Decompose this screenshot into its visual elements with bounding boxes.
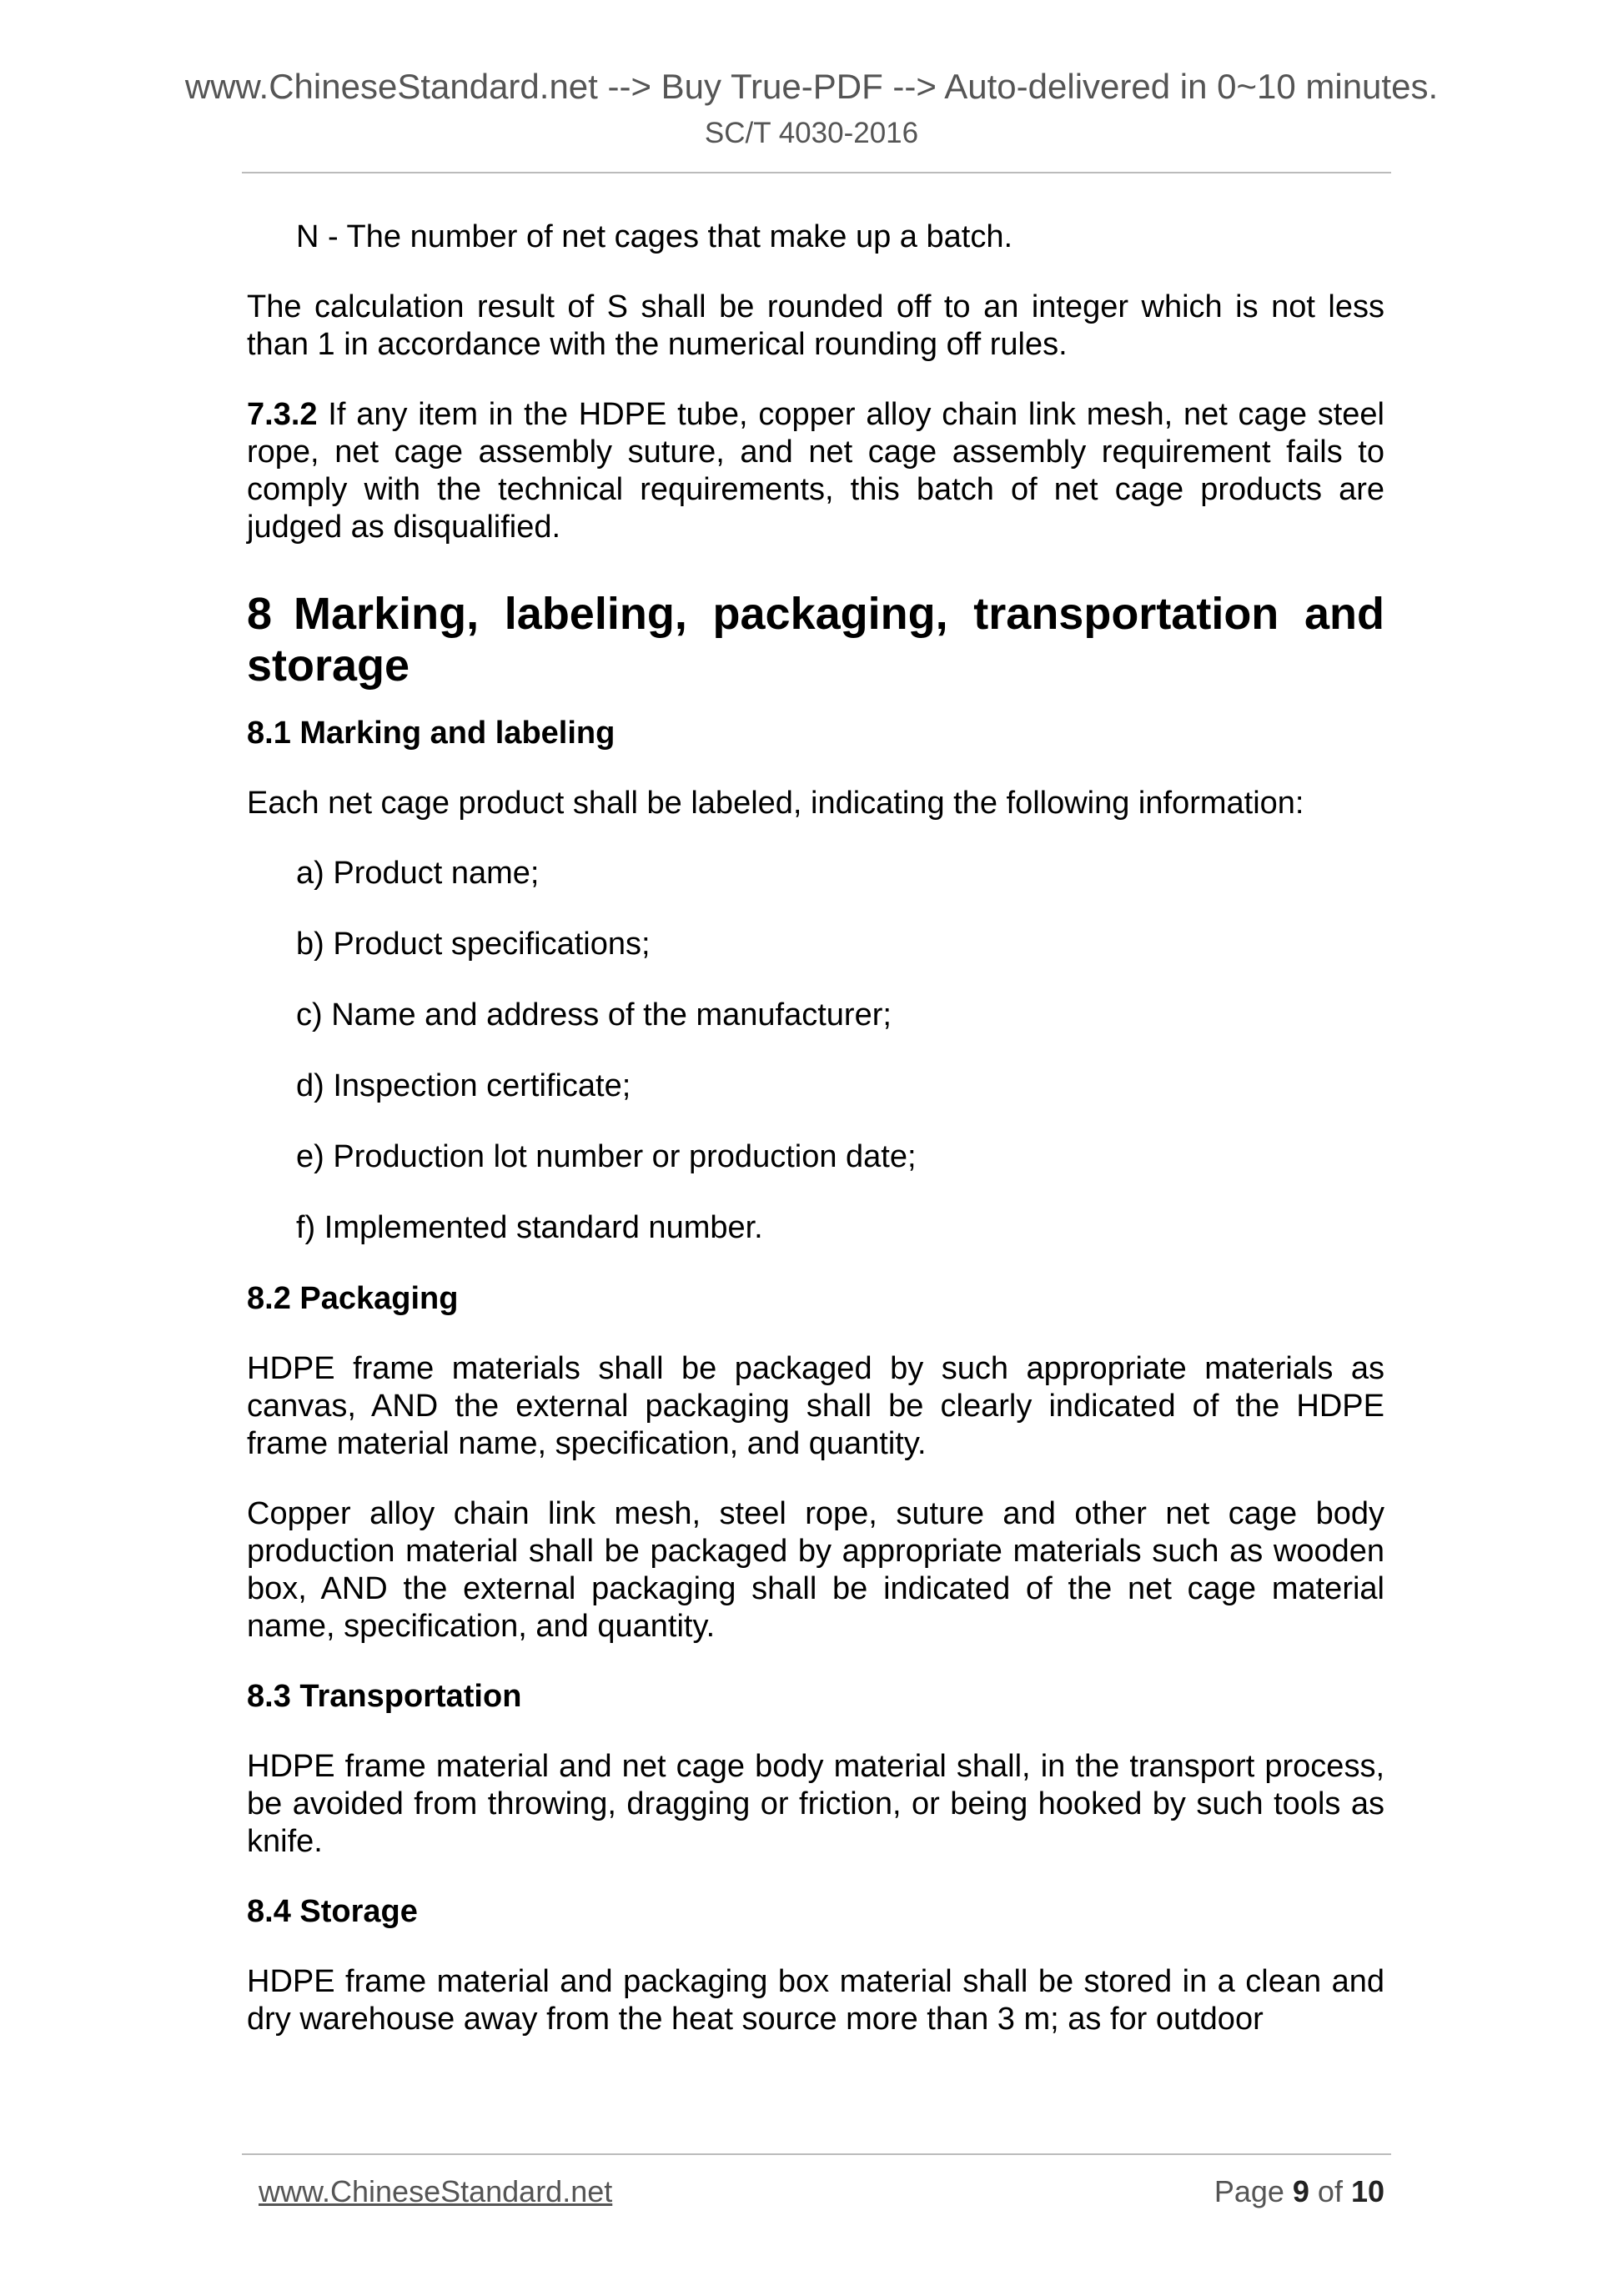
section-8-1-intro: Each net cage product shall be labeled, indicating the following information:	[247, 786, 1304, 821]
list-item: a) Product name;	[296, 856, 540, 891]
total-pages-number: 10	[1350, 2174, 1384, 2208]
calculation-note: The calculation result of S shall be rounded off to an integer which is not less than 1 in accordance with the numerical rounding off rules.	[247, 289, 1384, 362]
section-8-4-paragraph: HDPE frame material and packaging box material shall be stored in a clean and dry warehouse away from the heat source more than 3 m; as for outdoor	[247, 1964, 1384, 2037]
section-8-4-heading: 8.4 Storage	[247, 1894, 418, 1929]
section-8-3-paragraph: HDPE frame material and net cage body material shall, in the transport process, be avoided from throwing, dragging or friction, or being hooked by such tools as knife.	[247, 1749, 1384, 1859]
header-divider	[242, 172, 1391, 173]
clause-7-3-2	[247, 396, 1384, 546]
section-8-title: Marking, labeling, packaging, transportation and storage	[247, 589, 1384, 691]
document-body	[247, 219, 1384, 2071]
footer-site-link[interactable]: www.ChineseStandard.net	[259, 2174, 613, 2208]
section-8-2-heading: 8.2 Packaging	[247, 1281, 459, 1316]
section-8-2-paragraph-1: HDPE frame materials shall be packaged by such appropriate materials as canvas, AND the external packaging shall be clearly indicated of the HDPE frame material name, specification, and quantity.	[247, 1351, 1384, 1461]
clause-7-3-2-text: If any item in the HDPE tube, copper alloy chain link mesh, net cage steel rope, net cage assembly suture, and net cage assembly requirement fails to comply with the technical requirements, this batch of net cage products are judged as disqualified.	[247, 397, 1384, 545]
section-8-2-paragraph-2: Copper alloy chain link mesh, steel rope, suture and other net cage body production material shall be packaged by appropriate materials such as wooden box, AND the external packaging shall be indicated of the net cage material name, specification, and quantity.	[247, 1496, 1384, 1644]
section-8-number: 8	[247, 589, 273, 639]
list-item: d) Inspection certificate;	[296, 1068, 631, 1103]
section-8-heading	[247, 588, 1384, 691]
page-header	[0, 65, 1623, 152]
list-item: f) Implemented standard number.	[296, 1210, 763, 1245]
standard-number: SC/T 4030-2016	[704, 117, 919, 149]
section-8-3-heading: 8.3 Transportation	[247, 1679, 522, 1714]
current-page-number: 9	[1292, 2174, 1309, 2208]
list-item: b) Product specifications;	[296, 927, 651, 962]
header-banner: www.ChineseStandard.net --> Buy True-PDF --> Auto-delivered in 0~10 minutes.	[184, 67, 1439, 106]
clause-7-3-2-number: 7.3.2	[247, 397, 318, 432]
list-item: c) Name and address of the manufacturer;	[296, 997, 892, 1032]
section-8-1-heading: 8.1 Marking and labeling	[247, 716, 616, 751]
list-item: e) Production lot number or production date;	[296, 1139, 917, 1174]
page-of: of	[1309, 2174, 1351, 2208]
page-prefix: Page	[1213, 2174, 1293, 2208]
footer-divider	[242, 2153, 1391, 2155]
page-indicator	[1214, 2173, 1384, 2210]
n-definition: N - The number of net cages that make up a batch.	[296, 219, 1013, 254]
